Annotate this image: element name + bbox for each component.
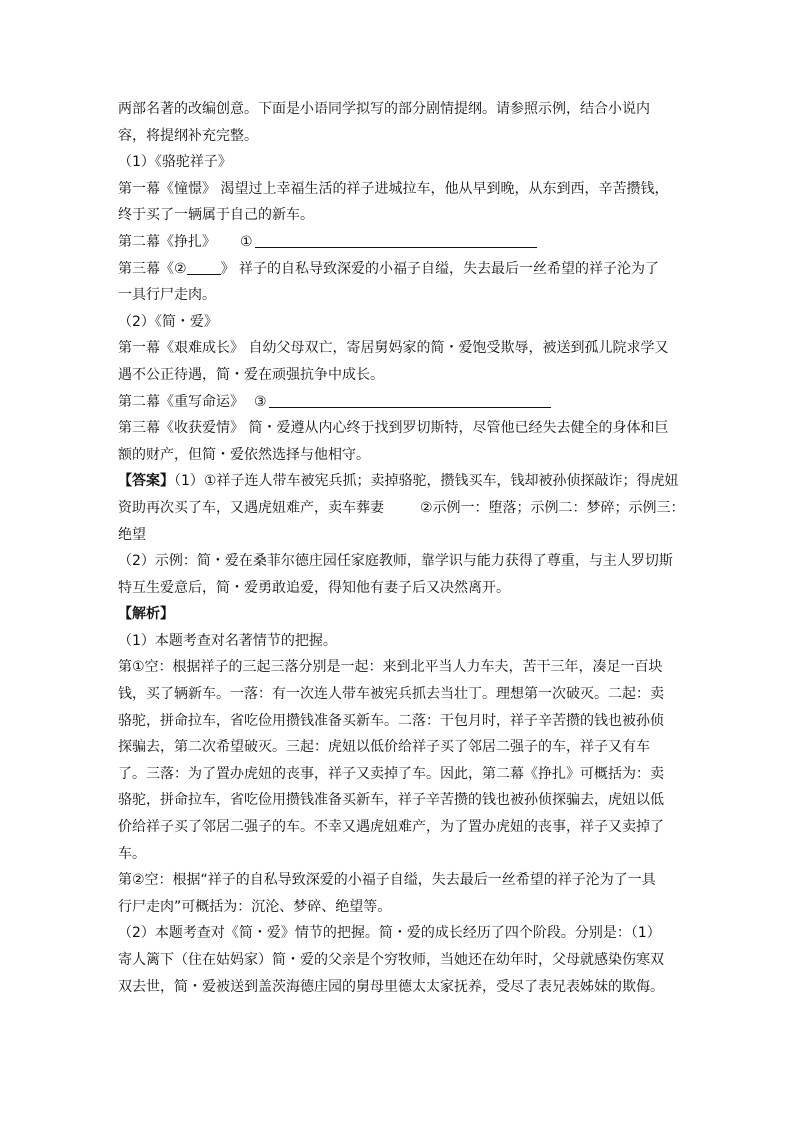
text-line: 车。 bbox=[118, 845, 146, 862]
fill-blank bbox=[255, 231, 537, 248]
text-line: 探骗去，第二次希望破灭。三起：虎妞以低价给祥子买了邻居二强子的车，祥子又有车 bbox=[118, 739, 650, 756]
text-line: 第一幕《艰难成长》 自幼父母双亡，寄居舅妈家的简・爱饱受欺辱，被送到孤儿院求学又 bbox=[118, 340, 669, 357]
act-title-suffix: 》 祥子的自私导致深爱的小福子自缢，失去最后一丝希望的祥子沦为了 bbox=[220, 260, 660, 277]
answer-text: （1）①祥子连人带车被宪兵抓；卖掉骆驼，攒钱买车，钱却被孙侦探敲诈；得虎妞 bbox=[174, 473, 679, 490]
answer-line bbox=[118, 495, 684, 522]
text-line: （1）本题考查对名著情节的把握。 bbox=[118, 632, 337, 649]
text-line: 寄人篱下（住在姑妈家）简・爱的父亲是个穷牧师，当她还在幼年时，父母就感染伤寒双 bbox=[118, 952, 664, 968]
fill-blank bbox=[269, 391, 551, 408]
text-line: 两部名著的改编创意。下面是小语同学拟写的部分剧情提纲。请参照示例，结合小说内 bbox=[118, 101, 650, 117]
answer-text: ②示例一：堕落；示例二：梦碎；示例三： bbox=[420, 499, 685, 516]
document-body bbox=[118, 96, 684, 1000]
text-line: 容，将提纲补充完整。 bbox=[118, 127, 258, 144]
text-line: 特互生爱意后，简・爱勇敢追爱，得知他有妻子后又决然离开。 bbox=[118, 579, 510, 596]
fill-blank-short bbox=[187, 258, 221, 275]
text-line: 了。三落：为了置办虎妞的丧事，祥子又卖掉了车。因此，第二幕《挣扎》可概括为：卖 bbox=[118, 765, 664, 782]
text-line: 行尸走肉”可概括为：沉沦、梦碎、绝望等。 bbox=[118, 898, 392, 915]
answer-label: 【答案】 bbox=[118, 473, 174, 490]
text-line: 第②空：根据“祥子的自私导致深爱的小福子自缢，失去最后一丝希望的祥子沦为了一具 bbox=[118, 872, 656, 889]
answer-text: 资助再次买了车，又遇虎妞难产，卖车葬妻 bbox=[118, 499, 384, 516]
blank-marker: ③ bbox=[254, 393, 267, 410]
text-line: （2）示例：简・爱在桑菲尔德庄园任家庭教师，靠学识与能力获得了尊重，与主人罗切斯 bbox=[118, 553, 673, 570]
act-title: 第二幕《挣扎》 bbox=[118, 233, 216, 250]
act-three-line bbox=[118, 256, 684, 283]
sub-heading: （1）《骆驼祥子》 bbox=[118, 154, 232, 171]
text-line: 骆驼，拼命拉车，省吃俭用攒钱准备买新车，祥子辛苦攒的钱也被孙侦探骗去，虎妞以低 bbox=[118, 792, 664, 809]
text-line: 钱，买了辆新车。一落：有一次连人带车被宪兵抓去当壮丁。理想第一次破灭。二起：卖 bbox=[118, 686, 664, 703]
text-line: 一具行尸走肉。 bbox=[118, 287, 216, 304]
text-line: 绝望 bbox=[118, 526, 146, 543]
text-line: 骆驼，拼命拉车，省吃俭用攒钱准备买新车。二落：干包月时，祥子辛苦攒的钱也被孙侦 bbox=[118, 712, 664, 729]
text-line: 额的财产，但简・爱依然选择与他相守。 bbox=[118, 446, 370, 463]
act-title: 第二幕《重写命运》 bbox=[118, 393, 244, 410]
act-title-prefix: 第三幕《② bbox=[118, 260, 187, 277]
text-line: 遇不公正待遇，简・爱在顽强抗争中成长。 bbox=[118, 366, 384, 383]
text-line: 价给祥子买了邻居二强子的车。不幸又遇虎妞难产，为了置办虎妞的丧事，祥子又卖掉了 bbox=[118, 819, 664, 836]
act-two-line bbox=[118, 229, 684, 256]
sub-heading: （2）《简・爱》 bbox=[118, 313, 218, 330]
text-line: 双去世，简・爱被送到盖茨海德庄园的舅母里德太太家抚养，受尽了表兄表姊妹的欺侮。 bbox=[118, 978, 664, 995]
blank-marker: ① bbox=[240, 233, 253, 250]
text-line: 第①空：根据祥子的三起三落分别是一起：来到北平当人力车夫，苦干三年，凑足一百块 bbox=[118, 659, 663, 676]
text-line: 第一幕《憧憬》 渴望过上幸福生活的祥子进城拉车，他从早到晚，从东到西，辛苦攒钱， bbox=[118, 180, 669, 197]
analysis-label: 【解析】 bbox=[118, 606, 174, 623]
text-line: 终于买了一辆属于自己的新车。 bbox=[118, 207, 314, 224]
answer-line bbox=[118, 468, 684, 495]
text-line: （2）本题考查对《简・爱》情节的把握。简・爱的成长经历了四个阶段。分别是：（1） bbox=[118, 925, 661, 942]
text-line: 第三幕《收获爱情》 简・爱遵从内心终于找到罗切斯特，尽管他已经失去健全的身体和巨 bbox=[118, 420, 669, 437]
rewrite-act-line bbox=[118, 389, 684, 416]
